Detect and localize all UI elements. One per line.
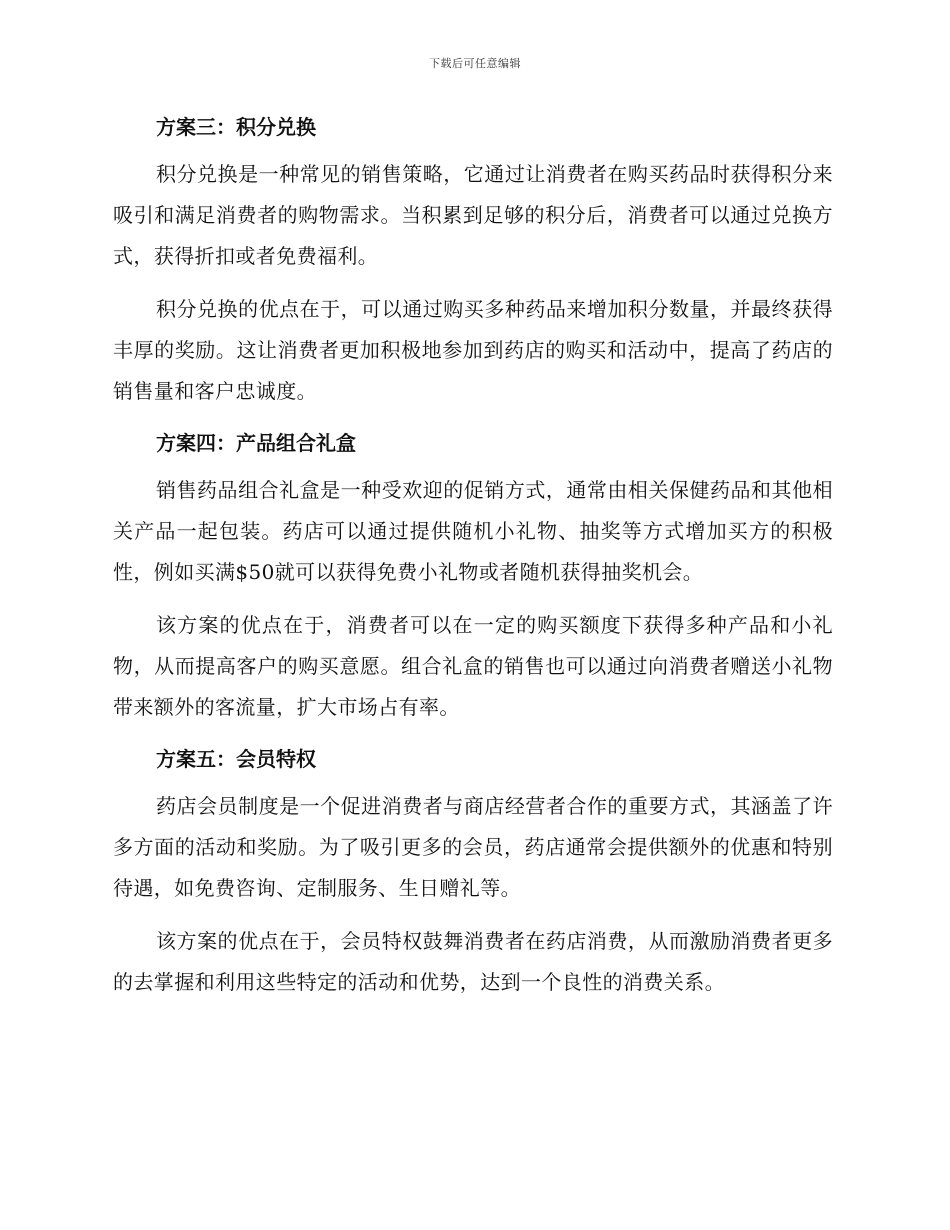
paragraph: 积分兑换是一种常见的销售策略，它通过让消费者在购买药品时获得积分来吸引和满足消费者的购物需求。当积累到足够的积分后，消费者可以通过兑换方式，获得折扣或者免费福利。 bbox=[113, 162, 833, 268]
section-plan-three bbox=[113, 108, 833, 412]
document-body bbox=[113, 108, 833, 1015]
section-title: 方案三：积分兑换 bbox=[156, 115, 316, 139]
section-title: 方案四：产品组合礼盒 bbox=[156, 431, 356, 455]
paragraph: 该方案的优点在于，消费者可以在一定的购买额度下获得多种产品和小礼物，从而提高客户的购买意愿。组合礼盒的销售也可以通过向消费者赠送小礼物带来额外的客流量，扩大市场占有率。 bbox=[113, 613, 833, 719]
paragraph: 销售药品组合礼盒是一种受欢迎的促销方式，通常由相关保健药品和其他相关产品一起包装。药店可以通过提供随机小礼物、抽奖等方式增加买方的积极性，例如买满$50就可以获得免费小礼物或者随机获得抽奖机会。 bbox=[113, 478, 833, 584]
section-title: 方案五：会员特权 bbox=[156, 747, 316, 771]
header-note: 下载后可任意编辑 bbox=[429, 57, 521, 70]
paragraph: 该方案的优点在于，会员特权鼓舞消费者在药店消费，从而激励消费者更多的去掌握和利用这些特定的活动和优势，达到一个良性的消费关系。 bbox=[113, 929, 833, 994]
paragraph: 药店会员制度是一个促进消费者与商店经营者合作的重要方式，其涵盖了许多方面的活动和奖励。为了吸引更多的会员，药店通常会提供额外的优惠和特别待遇，如免费咨询、定制服务、生日赠礼等。 bbox=[113, 794, 833, 900]
paragraph: 积分兑换的优点在于，可以通过购买多种药品来增加积分数量，并最终获得丰厚的奖励。这让消费者更加积极地参加到药店的购买和活动中，提高了药店的销售量和客户忠诚度。 bbox=[113, 297, 833, 403]
section-plan-five bbox=[113, 740, 833, 1003]
section-plan-four bbox=[113, 424, 833, 728]
